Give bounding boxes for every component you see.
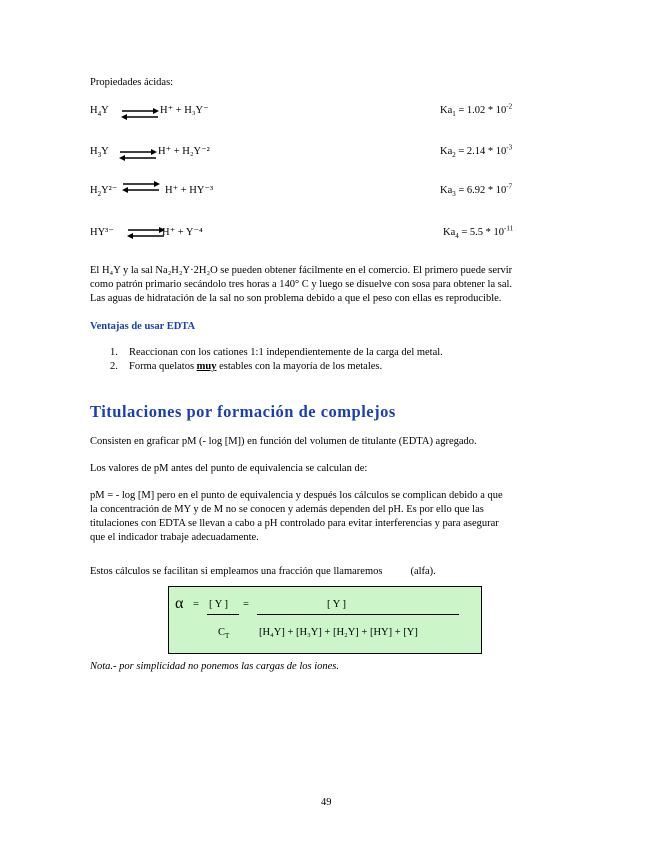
numerator-y: [ Y ] xyxy=(209,599,229,610)
note: Nota.- por simplicidad no ponemos las cargas de los iones. xyxy=(90,661,339,672)
ka-value: $Ka_1 = 1.02 * 10^{-2}$ xyxy=(440,102,513,119)
ventajas-list xyxy=(110,346,443,374)
equilibrium-products: H⁺ + H₂Y⁻² xyxy=(158,146,210,157)
equilibrium-arrows-icon xyxy=(118,148,158,162)
fraction-line xyxy=(207,614,239,615)
equilibria-list xyxy=(0,0,655,260)
equals-sign: = xyxy=(193,599,199,610)
ka-value: $Ka_4 = 5.5 * 10^{-11}$ xyxy=(443,224,514,241)
paragraph: Los valores de pM antes del punto de equivalencia se calculan de: xyxy=(90,463,368,474)
numerator-y: [ Y ] xyxy=(327,599,347,610)
section-title: Titulaciones por formación de complejos xyxy=(90,402,396,421)
equilibrium-arrows-icon xyxy=(120,107,160,121)
paragraph-line: pM = - log [M] pero en el punto de equivalencia y después los cálculos se complican debido a que xyxy=(90,490,503,501)
intro-paragraph xyxy=(90,264,565,306)
equilibrium-arrows-icon xyxy=(121,180,161,194)
fraction-line xyxy=(257,614,459,615)
paragraph-line: como patrón primario secándolo tres horas a 140° C y luego se disuelve con sosa para obtener la sal. xyxy=(90,279,513,290)
paragraph-line: que el indicador trabaje adecuadamente. xyxy=(90,532,259,543)
ventajas-heading: Ventajas de usar EDTA xyxy=(90,321,196,332)
alpha-symbol: α xyxy=(175,595,184,612)
denominator-ct: $C_T$ xyxy=(218,627,230,641)
equilibrium-products: H⁺ + H₃Y⁻ xyxy=(160,105,209,116)
equilibrium-reactant: $H_2Y^{2-}$ xyxy=(90,185,118,199)
equals-sign: = xyxy=(243,599,249,610)
page-number: 49 xyxy=(321,797,332,808)
equilibrium-products: H⁺ + Y⁻⁴ xyxy=(162,227,203,238)
acid-properties-heading: Propiedades ácidas: xyxy=(90,77,174,88)
equilibrium-arrows-icon xyxy=(126,226,166,240)
equilibrium-reactant: $H_3Y$ xyxy=(90,146,109,160)
alpha-formula-box xyxy=(168,586,482,654)
denominator-sum: [H₄Y] + [H₃Y] + [H₂Y] + [HY] + [Y] xyxy=(259,627,418,638)
paragraph-line: titulaciones con EDTA se llevan a cabo a pH controlado para evitar interferencias y para asegurar xyxy=(90,518,499,529)
equilibrium-products: H⁺ + HY⁻³ xyxy=(165,185,214,196)
paragraph-line: la concentración de MY y de M no se conocen y además dependen del pH. Es por ello que las xyxy=(90,504,484,515)
paragraph-line: Las aguas de hidratación de la sal no son problema debido a que el peso con ellas es reproducible. xyxy=(90,293,502,304)
equilibrium-reactant: $H_4Y$ xyxy=(90,105,109,119)
list-item: 1. Reaccionan con los cationes 1:1 independientemente de la carga del metal. xyxy=(110,347,443,358)
list-item: 2. Forma quelatos muy estables con la mayoría de los metales. xyxy=(110,361,383,372)
paragraph: Consisten en graficar pM (- log [M]) en función del volumen de titulante (EDTA) agregado. xyxy=(90,436,477,447)
ka-value: $Ka_3 = 6.92 * 10^{-7}$ xyxy=(440,182,513,199)
paragraph-line: El H₄Y y la sal Na₂H₂Y·2H₂O se pueden obtener fácilmente en el comercio. El primero puede servir xyxy=(90,265,513,276)
paragraph: Estos cálculos se facilitan si empleamos una fracción que llamaremos (alfa). xyxy=(90,566,436,577)
paragraph xyxy=(90,489,565,545)
ka-value: $Ka_2 = 2.14 * 10^{-3}$ xyxy=(440,143,513,160)
equilibrium-reactant: HY³⁻ xyxy=(90,227,114,238)
